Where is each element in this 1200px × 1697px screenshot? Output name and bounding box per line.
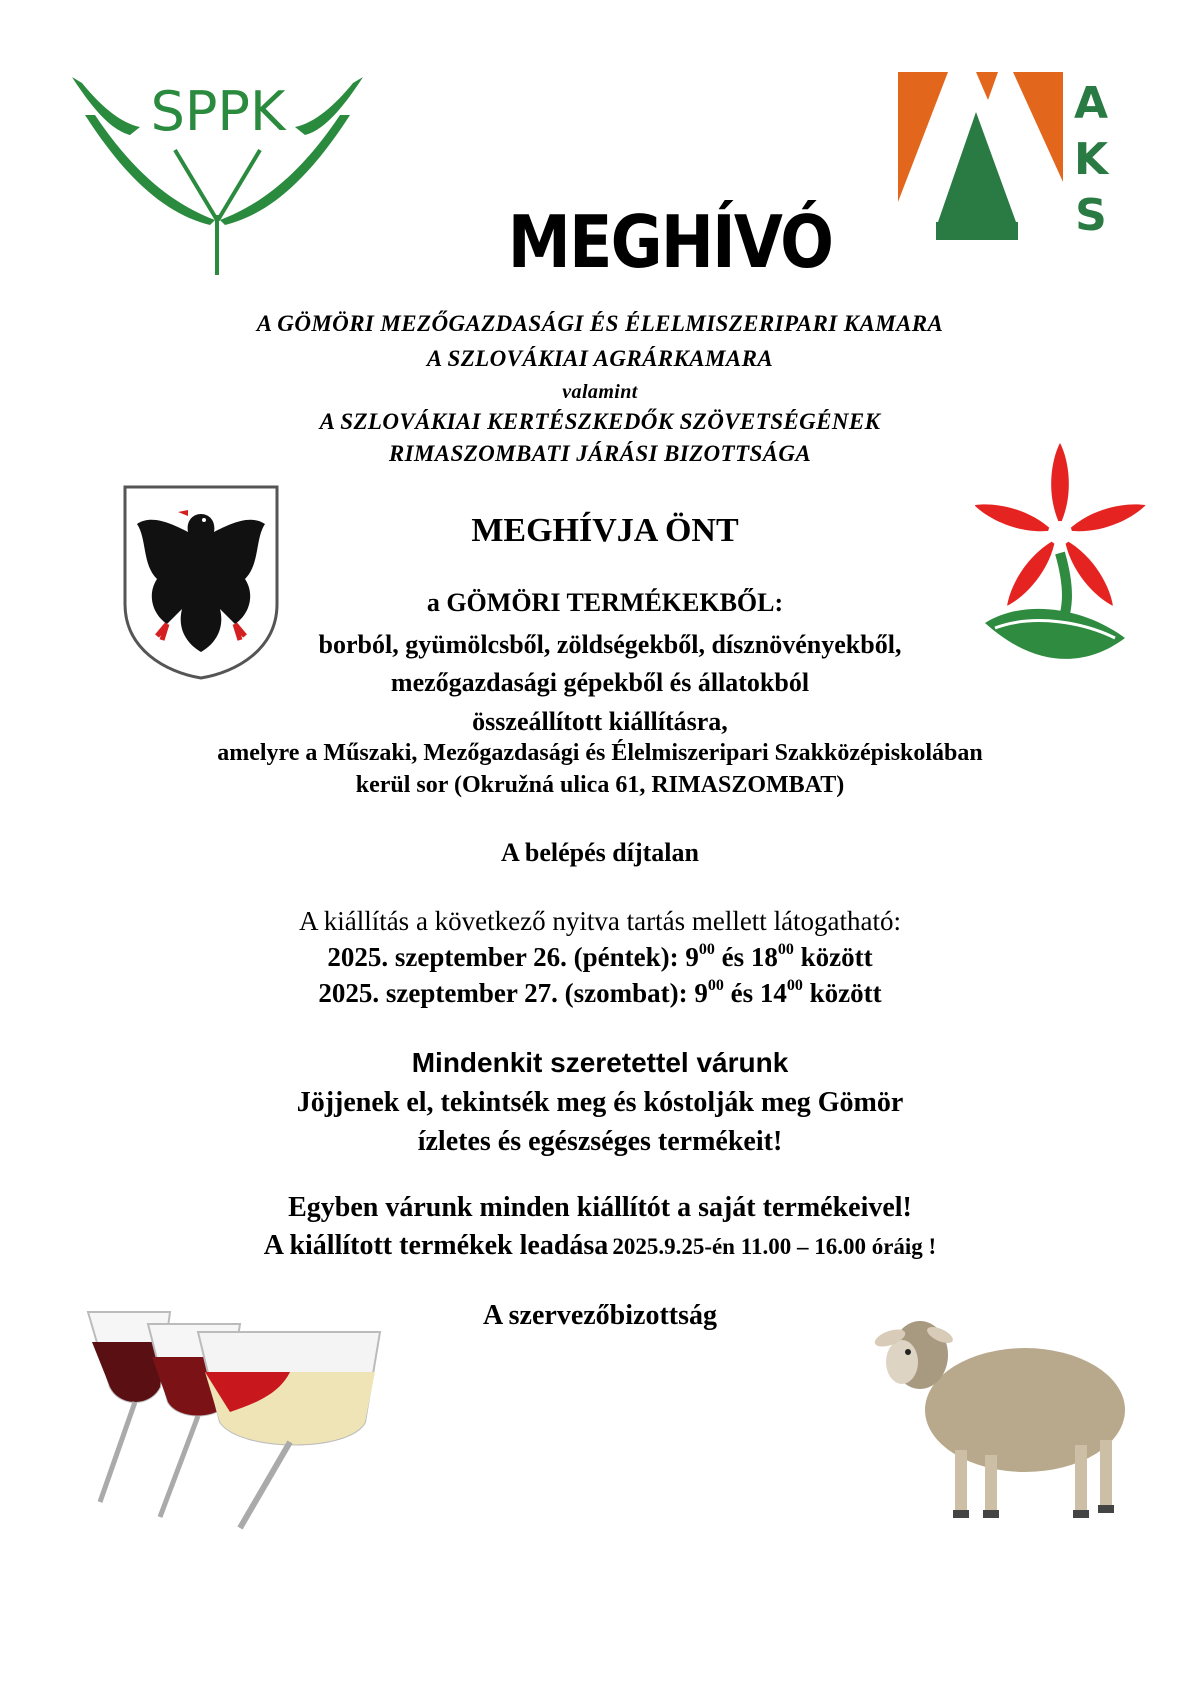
day2-and: és [730, 978, 754, 1008]
day1-close-hour: 18 [750, 942, 778, 972]
page-title: MEGHÍVÓ [507, 200, 833, 284]
aks-logo [898, 72, 1123, 247]
sppk-logo-text: SPPK [150, 80, 286, 143]
exhibitors-line-2a: A kiállított termékek leadása [263, 1230, 609, 1261]
exhibition-line-6: kerül sor (Okružná ulica 61, RIMASZOMBAT) [355, 772, 845, 798]
welcome-heading: Mindenkit szeretettel várunk [411, 1047, 789, 1078]
sheep-icon [860, 1300, 1140, 1530]
invites-heading: MEGHÍVJA ÖNT [471, 512, 739, 549]
day2-open-min: 00 [707, 977, 724, 994]
aks-letter-k: K [1073, 134, 1109, 185]
exhibitors-line-1: Egyben várunk minden kiállítót a saját termékeivel! [288, 1192, 912, 1223]
day1-close-min: 00 [777, 941, 794, 958]
exhibition-line-2: borból, gyümölcsből, zöldségekből, dísznövényekből, [318, 630, 902, 659]
welcome-line-2: ízletes és egészséges termékeit! [417, 1126, 783, 1157]
organizer-line-3: valamint [562, 381, 638, 403]
day1-between: között [800, 942, 873, 972]
day2-between: között [809, 978, 882, 1008]
aks-letter-s: S [1075, 190, 1107, 241]
welcome-line-1: Jöjjenek el, tekintsék meg és kóstolják meg Gömör [296, 1087, 904, 1118]
exhibition-line-5: amelyre a Műszaki, Mezőgazdasági és Élelmiszeripari Szakközépiskolában [217, 740, 983, 766]
day1-open-min: 00 [698, 941, 715, 958]
day2-open-hour: 9 [694, 978, 708, 1008]
opening-day-1 [100, 942, 1100, 973]
exhibitors-line-2b: 2025.9.25-én 11.00 – 16.00 óráig ! [612, 1234, 937, 1259]
signature: A szervezőbizottság [482, 1300, 718, 1331]
opening-day-2 [100, 978, 1100, 1009]
organizer-line-4: A SZLOVÁKIAI KERTÉSZKEDŐK SZÖVETSÉGÉNEK [319, 409, 881, 434]
wine-glasses-icon [80, 1302, 390, 1530]
organizer-line-1: A GÖMÖRI MEZŐGAZDASÁGI ÉS ÉLELMISZERIPARI KAMARA [256, 311, 944, 336]
aks-letter-a: A [1073, 78, 1109, 129]
exhibition-line-4: összeállított kiállításra, [472, 707, 728, 736]
entry-free: A belépés díjtalan [501, 838, 699, 867]
organizer-line-5: RIMASZOMBATI JÁRÁSI BIZOTTSÁGA [388, 441, 812, 466]
sppk-logo [70, 75, 365, 275]
day2-close-hour: 14 [759, 978, 787, 1008]
day2-close-min: 00 [786, 977, 803, 994]
exhibition-line-3: mezőgazdasági gépekből és állatokból [390, 668, 810, 697]
opening-intro: A kiállítás a következő nyitva tartás mellett látogatható: [298, 906, 902, 936]
organizer-line-2: A SZLOVÁKIAI AGRÁRKAMARA [426, 346, 774, 371]
exhibitors-line-2 [100, 1230, 1100, 1262]
exhibition-line-1: a GÖMÖRI TERMÉKEKBŐL: [426, 588, 784, 617]
day1-open-hour: 9 [685, 942, 699, 972]
day1-and: és [721, 942, 745, 972]
day2-date: 2025. szeptember 27. (szombat): [318, 978, 688, 1008]
day1-date: 2025. szeptember 26. (péntek): [327, 942, 679, 972]
